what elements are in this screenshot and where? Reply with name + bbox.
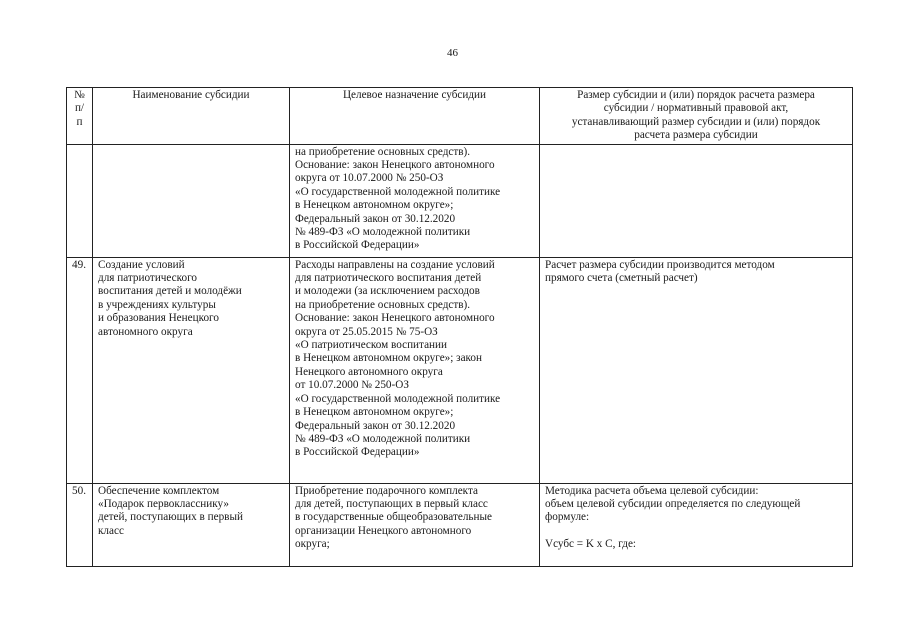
row-subsidy-name: Создание условий для патриотического воспитания детей и молодёжи в учреждениях культуры и образования Ненецкого автономного округа (93, 257, 290, 483)
header-subsidy-size: Размер субсидии и (или) порядок расчета размера субсидии / нормативный правовой акт, устанавливающий размер субсидии и (или) порядок расчета размера субсидии (540, 88, 853, 145)
row-purpose: Расходы направлены на создание условий для патриотического воспитания детей и молодежи (за исключением расходов на приобретение основных средств). Основание: закон Ненецкого автономного округа от 25.05.2015 № 75-ОЗ «О патриотическом воспитании в Ненецком автономном округе»; закон Ненецкого автономного округа от 10.07.2000 № 250-ОЗ «О государственной молодежной политике в Ненецком автономном округе»; Федеральный закон от 30.12.2020 № 489-ФЗ «О молодежной политики в Российской Федерации» (290, 257, 540, 483)
row-number: 49. (67, 257, 93, 483)
table-header-row (67, 88, 853, 145)
page-number: 46 (447, 47, 458, 59)
table-row (67, 483, 853, 566)
row-purpose: Приобретение подарочного комплекта для детей, поступающих в первый класс в государственные общеобразовательные организации Ненецкого автономного округа; (290, 483, 540, 566)
row-subsidy-name: Обеспечение комплектом «Подарок первокласснику» детей, поступающих в первый класс (93, 483, 290, 566)
row-subsidy-size (540, 483, 853, 566)
header-subsidy-name: Наименование субсидии (93, 88, 290, 145)
spacer (545, 525, 847, 538)
table-row (67, 257, 853, 483)
row-number (67, 144, 93, 257)
row-subsidy-size (540, 144, 853, 257)
header-number: № п/п (67, 88, 93, 145)
subsidy-table (66, 87, 853, 567)
row-number: 50. (67, 483, 93, 566)
row-purpose: на приобретение основных средств). Основание: закон Ненецкого автономного округа от 10.07.2000 № 250-ОЗ «О государственной молодежной политике в Ненецком автономном округе»; Федеральный закон от 30.12.2020 № 489-ФЗ «О молодежной политики в Российской Федерации» (290, 144, 540, 257)
header-purpose: Целевое назначение субсидии (290, 88, 540, 145)
methodology-text: Методика расчета объема целевой субсидии: объем целевой субсидии определяется по следующей формуле: (545, 484, 801, 524)
formula-text: Vсубс = K x C, где: (545, 537, 637, 550)
table-row (67, 144, 853, 257)
row-subsidy-name (93, 144, 290, 257)
row-subsidy-size: Расчет размера субсидии производится методом прямого счета (сметный расчет) (540, 257, 853, 483)
